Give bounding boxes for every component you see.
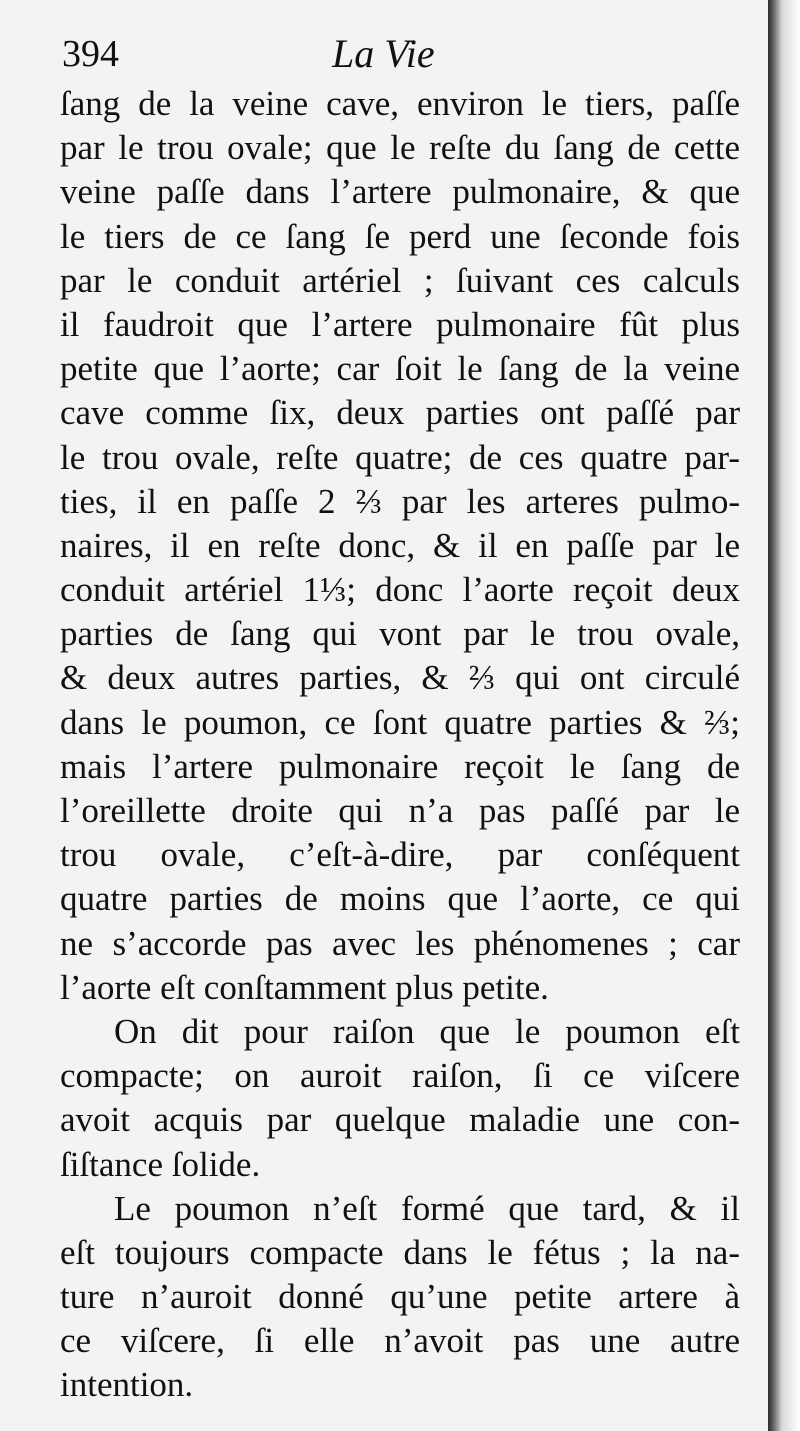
text-line: naires, il en reſte donc, & il en paſſe par le: [60, 525, 740, 565]
text-line: ſang de la veine cave, environ le tiers, paſſe: [60, 84, 740, 123]
text-line: & deux autres parties, & ⅔ qui ont circulé: [60, 658, 740, 698]
text-line: ce viſcere, ſi elle n’avoit pas une autre: [60, 1321, 740, 1361]
text-line: Le poumon n’eſt formé que tard, & il: [114, 1188, 740, 1228]
text-line: intention.: [60, 1365, 194, 1405]
text-line: il faudroit que l’artere pulmonaire fût plus: [60, 304, 740, 344]
text-line: petite que l’aorte; car ſoit le ſang de la veine: [60, 349, 740, 389]
text-line: On dit pour raiſon que le poumon eſt: [114, 1011, 740, 1051]
paragraph: [60, 1187, 740, 1408]
text-line: parties de ſang qui vont par le trou ovale,: [60, 614, 740, 654]
book-gutter-shadow: [768, 0, 800, 1431]
text-line: le trou ovale, reſte quatre; de ces quatre par-: [60, 437, 740, 477]
text-line: veine paſſe dans l’artere pulmonaire, & que: [60, 172, 740, 212]
text-line: eſt toujours compacte dans le fétus ; la na-: [60, 1232, 740, 1272]
page-header: [62, 30, 732, 80]
body-text: [60, 82, 740, 1408]
text-line: par le conduit artériel ; ſuivant ces calculs: [60, 260, 740, 300]
text-line: ſiſtance ſolide.: [60, 1144, 261, 1184]
text-line: l’aorte eſt conſtamment plus petite.: [60, 967, 549, 1007]
text-line: ne s’accorde pas avec les phénomenes ; car: [60, 923, 740, 963]
page-number: 394: [62, 33, 119, 75]
text-line: quatre parties de moins que l’aorte, ce qui: [60, 879, 740, 919]
text-line: trou ovale, c’eſt-à-dire, par conſéquent: [60, 835, 740, 875]
text-line: mais l’artere pulmonaire reçoit le ſang de: [60, 746, 740, 786]
running-title: La Vie: [332, 31, 435, 76]
paragraph: [60, 1010, 740, 1187]
paragraph: [60, 82, 740, 1010]
text-line: ture n’auroit donné qu’une petite artere à: [60, 1277, 740, 1317]
text-line: l’oreillette droite qui n’a pas paſſé par le: [60, 791, 740, 830]
text-line: avoit acquis par quelque maladie une con-: [60, 1100, 740, 1140]
text-line: dans le poumon, ce ſont quatre parties & ⅔;: [60, 702, 740, 742]
text-line: le tiers de ce ſang ſe perd une ſeconde fois: [60, 216, 740, 256]
text-line: compacte; on auroit raiſon, ſi ce viſcere: [60, 1056, 740, 1096]
text-line: par le trou ovale; que le reſte du ſang de cette: [60, 128, 740, 168]
text-line: conduit artériel 1⅓; donc l’aorte reçoit deux: [60, 570, 740, 610]
text-line: ties, il en paſſe 2 ⅔ par les arteres pulmo-: [60, 481, 740, 521]
text-line: cave comme ſix, deux parties ont paſſé par: [60, 393, 740, 433]
